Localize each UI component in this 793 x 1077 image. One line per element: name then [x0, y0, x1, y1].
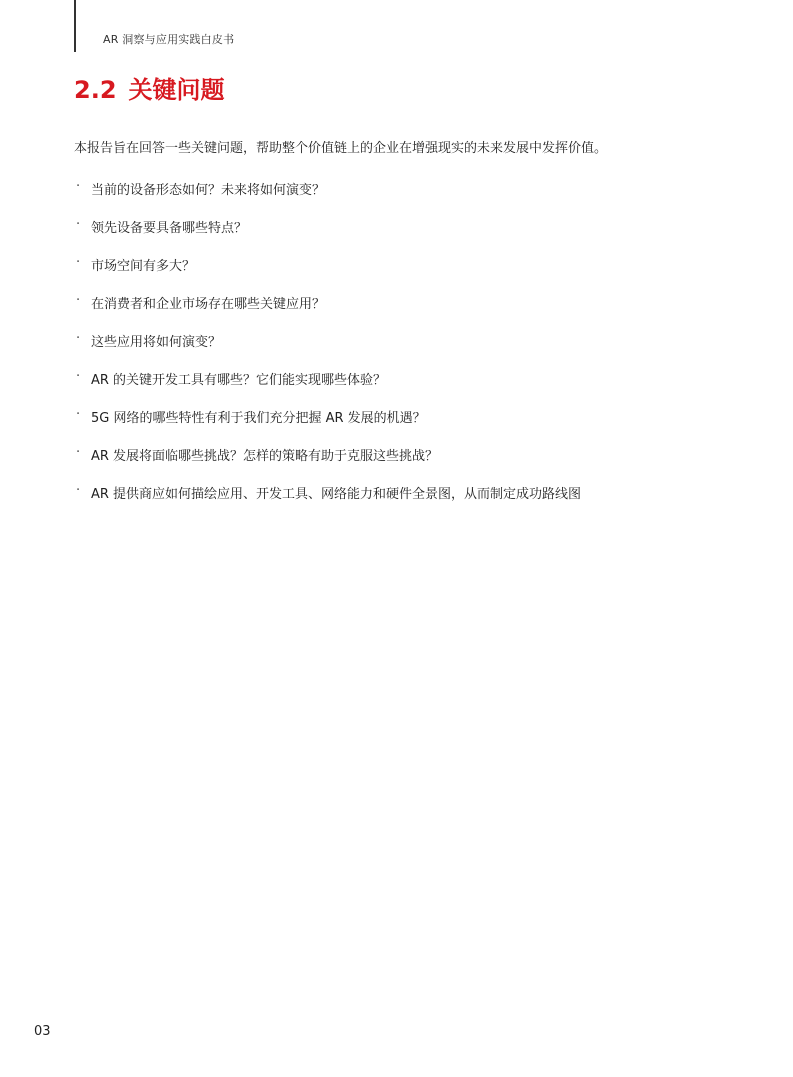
list-item [76, 293, 581, 331]
list-item [76, 217, 581, 255]
bullet-icon: · [76, 483, 81, 498]
question-text: 领先设备要具备哪些特点？ [91, 221, 248, 236]
list-item [76, 255, 581, 293]
question-text: 这些应用将如何演变？ [91, 335, 222, 350]
question-text: 当前的设备形态如何？未来将如何演变？ [91, 183, 326, 198]
question-text: AR 发展将面临哪些挑战？怎样的策略有助于克服这些挑战？ [91, 449, 439, 464]
bullet-icon: · [76, 407, 81, 422]
bullet-icon: · [76, 255, 81, 270]
question-text: AR 的关键开发工具有哪些？它们能实现哪些体验？ [91, 373, 387, 388]
question-text: 市场空间有多大？ [91, 259, 196, 274]
list-item [76, 369, 581, 407]
list-item [76, 407, 581, 445]
list-item [76, 445, 581, 483]
question-text: AR 提供商应如何描绘应用、开发工具、网络能力和硬件全景图，从而制定成功路线图 [91, 487, 582, 502]
list-item [76, 331, 581, 369]
running-head: AR 洞察与应用实践白皮书 [103, 33, 235, 46]
list-item [76, 179, 581, 217]
intro-paragraph: 本报告旨在回答一些关键问题，帮助整个价值链上的企业在增强现实的未来发展中发挥价值。 [74, 141, 608, 156]
bullet-icon: · [76, 445, 81, 460]
bullet-icon: · [76, 293, 81, 308]
list-item [76, 483, 581, 521]
bullet-icon: · [76, 217, 81, 232]
bullet-icon: · [76, 369, 81, 384]
question-text: 在消费者和企业市场存在哪些关键应用？ [91, 297, 326, 312]
section-title-text: 关键问题 [128, 76, 225, 104]
section-number: 2.2 [74, 76, 117, 104]
question-text: 5G 网络的哪些特性有利于我们充分把握 AR 发展的机遇？ [91, 411, 426, 426]
bullet-icon: · [76, 331, 81, 346]
bullet-icon: · [76, 179, 81, 194]
header-divider [74, 0, 76, 52]
page-number: 03 [34, 1024, 51, 1039]
key-questions-list [76, 179, 581, 521]
section-title [74, 70, 225, 105]
